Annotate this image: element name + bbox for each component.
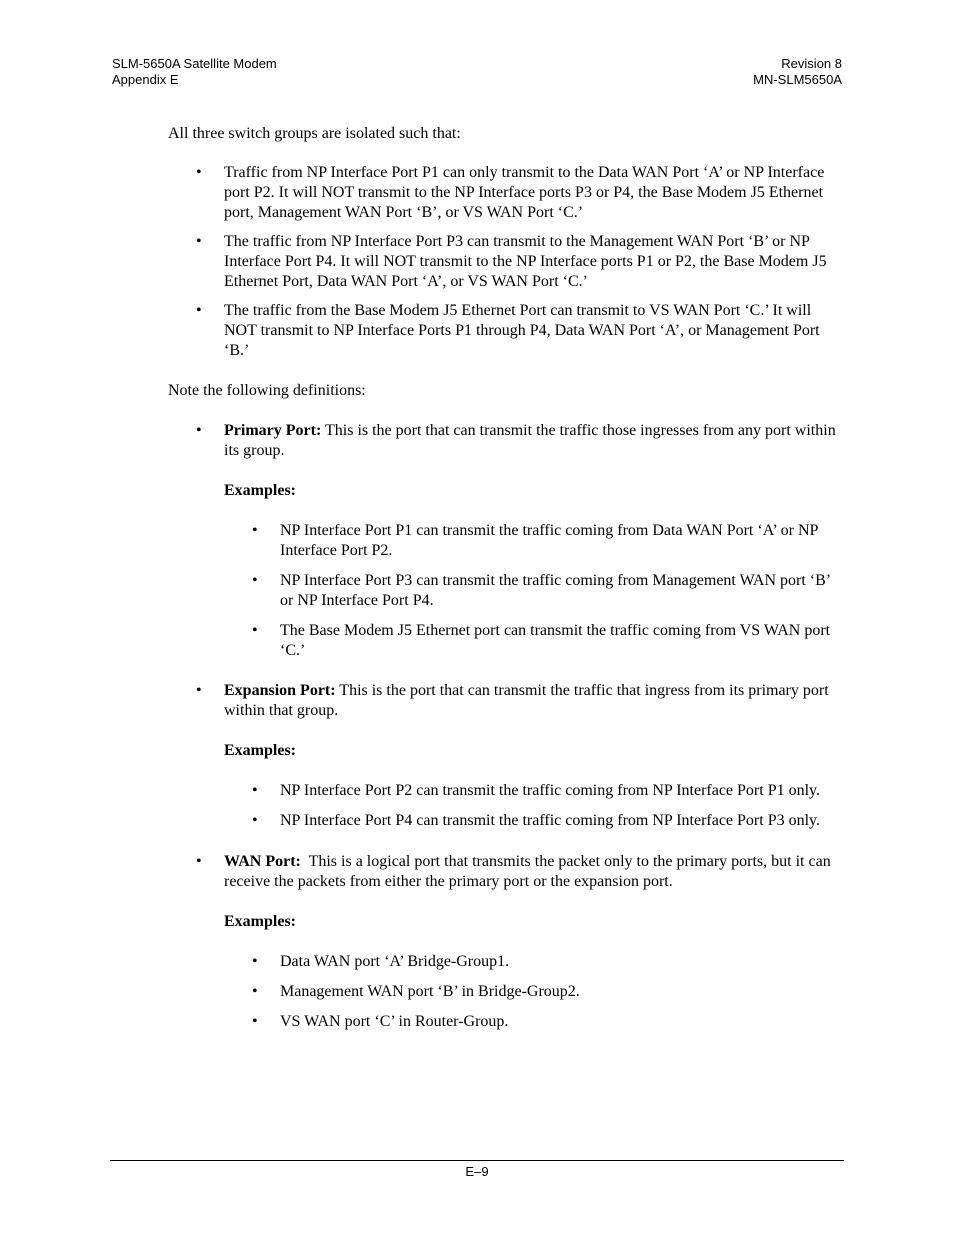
list-item-text: NP Interface Port P4 can transmit the traffic coming from NP Interface Port P3 only.: [280, 812, 821, 829]
list-item: [168, 781, 844, 801]
examples-heading: Examples:: [224, 913, 296, 930]
list-item-text: Data WAN port ‘A’ Bridge-Group1.: [280, 953, 510, 970]
page-header-left: [112, 56, 277, 88]
definition-expansion-port: [168, 681, 844, 721]
bullet-icon: •: [252, 782, 258, 799]
examples-list: [168, 781, 844, 831]
list-item: [168, 301, 844, 361]
list-item-text: Management WAN port ‘B’ in Bridge-Group2.: [280, 983, 580, 1000]
appendix-label: Appendix E: [112, 72, 179, 87]
list-item-text: The traffic from the Base Modem J5 Ethernet Port can transmit to VS WAN Port ‘C.’ It will NOT transmit to NP Interface Ports P1 through P4, Data WAN Port ‘A’, or Management Port ‘B.’: [224, 302, 820, 359]
definition-wan-port: [168, 852, 844, 892]
list-item: [168, 811, 844, 831]
list-item-text: Traffic from NP Interface Port P1 can only transmit to the Data WAN Port ‘A’ or NP Interface port P2. It will NOT transmit to the NP Interface ports P3 or P4, the Base Modem J5 Ethernet port, Management WAN Port ‘B’, or VS WAN Port ‘C.’: [224, 164, 825, 221]
list-item: [168, 1012, 844, 1032]
definitions-list: [168, 681, 844, 721]
page-header-right: [753, 56, 842, 88]
definitions-list: [168, 421, 844, 461]
bullet-icon: •: [196, 164, 202, 181]
bullet-icon: •: [252, 572, 258, 589]
list-item: [168, 952, 844, 972]
list-item: [168, 521, 844, 561]
bullet-icon: •: [252, 622, 258, 639]
definition-text: This is the port that can transmit the traffic those ingresses from any port within its group.: [224, 422, 836, 459]
isolation-list: [168, 163, 844, 361]
bullet-icon: •: [252, 522, 258, 539]
bullet-icon: •: [196, 853, 202, 870]
footer-divider: [110, 1160, 844, 1161]
note-paragraph: Note the following definitions:: [168, 382, 366, 399]
document-number: MN-SLM5650A: [753, 72, 842, 87]
examples-heading: Examples:: [224, 482, 296, 499]
definition-text: This is a logical port that transmits the packet only to the primary ports, but it can receive the packets from either the primary port or the expansion port.: [224, 853, 835, 890]
list-item: [168, 982, 844, 1002]
definition-term: WAN Port:: [224, 853, 301, 870]
list-item-text: NP Interface Port P1 can transmit the traffic coming from Data WAN Port ‘A’ or NP Interface Port P2.: [280, 522, 818, 559]
list-item: [168, 163, 844, 223]
bullet-icon: •: [196, 302, 202, 319]
definition-term: Expansion Port:: [224, 682, 336, 699]
examples-list: [168, 521, 844, 661]
bullet-icon: •: [196, 233, 202, 250]
list-item-text: The Base Modem J5 Ethernet port can transmit the traffic coming from VS WAN port ‘C.’: [280, 622, 831, 659]
list-item-text: The traffic from NP Interface Port P3 can transmit to the Management WAN Port ‘B’ or NP Interface Port P4. It will NOT transmit to the NP Interface ports P1 or P2, the Base Modem J5 Ethernet Port, Data WAN Port ‘A’, or VS WAN Port ‘C.’: [224, 233, 827, 290]
bullet-icon: •: [252, 983, 258, 1000]
list-item: [168, 571, 844, 611]
list-item: [168, 621, 844, 661]
examples-heading: Examples:: [224, 742, 296, 759]
definition-term: Primary Port:: [224, 422, 322, 439]
definition-text: This is the port that can transmit the traffic that ingress from its primary port within that group.: [224, 682, 829, 719]
bullet-icon: •: [196, 682, 202, 699]
page-number: E–9: [465, 1164, 489, 1179]
bullet-icon: •: [252, 953, 258, 970]
definitions-list: [168, 852, 844, 892]
bullet-icon: •: [252, 812, 258, 829]
page-body: [168, 124, 844, 1042]
intro-paragraph: All three switch groups are isolated such that:: [168, 125, 461, 142]
list-item-text: VS WAN port ‘C’ in Router-Group.: [280, 1013, 509, 1030]
bullet-icon: •: [252, 1013, 258, 1030]
list-item-text: NP Interface Port P2 can transmit the traffic coming from NP Interface Port P1 only.: [280, 782, 821, 799]
examples-list: [168, 952, 844, 1032]
revision-label: Revision 8: [781, 56, 842, 71]
document-title: SLM-5650A Satellite Modem: [112, 56, 277, 71]
list-item: [168, 232, 844, 292]
bullet-icon: •: [196, 422, 202, 439]
list-item-text: NP Interface Port P3 can transmit the traffic coming from Management WAN port ‘B’ or NP Interface Port P4.: [280, 572, 830, 609]
definition-primary-port: [168, 421, 844, 461]
